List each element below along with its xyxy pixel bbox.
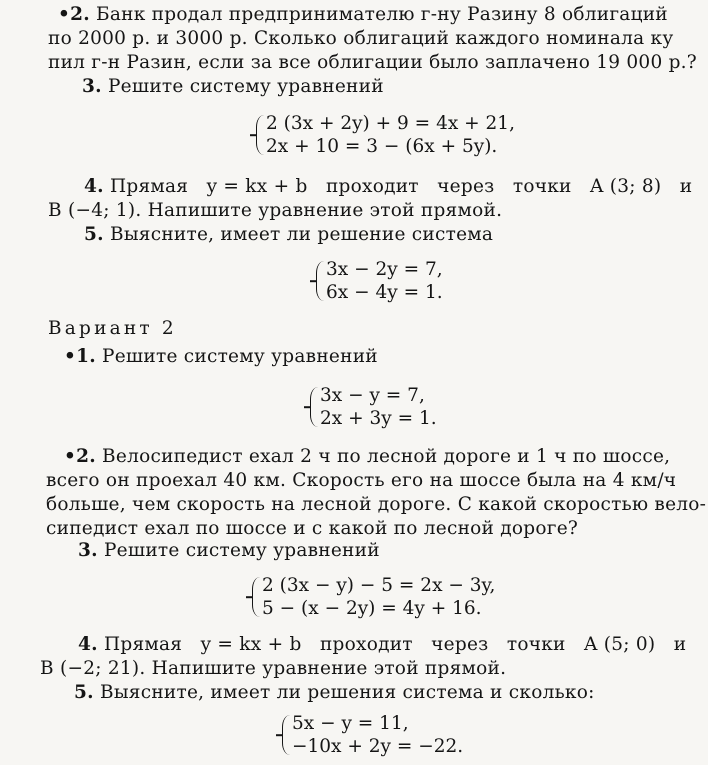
v1-task4-line1 [84,176,692,198]
v1-task5-eq2: 6x − 4y = 1. [326,282,443,303]
v2-task2-text1: Велосипедист ехал 2 ч по лесной дороге и 1 ч по шоссе, [102,446,671,467]
system-brace [316,261,325,301]
system-brace [310,387,319,427]
v2-task3-text: Решите систему уравнений [103,540,380,561]
v2-task5-text: Выясните, имеет ли решения система и сколько: [99,682,595,703]
v1-task3-eq2: 2x + 10 = 3 − (6x + 5y). [266,136,498,157]
v1-task3-line [82,76,384,98]
v1-task5-eq1: 3x − 2y = 7, [326,259,443,280]
v2-task4-line1 [78,634,686,656]
variant2-heading: Вариант 2 [48,318,177,339]
v2-task3-eq2: 5 − (x − 2y) = 4y + 16. [262,598,482,619]
v2-task4-text1: Прямая y = kx + b проходит через точки A (5; 0) и [103,634,687,655]
v2-task1-marker: •1. [64,346,96,367]
v1-task4-line2: B (−4; 1). Напишите уравнение этой прямой. [48,200,503,221]
v2-task2-line1 [64,446,670,468]
v2-task1-system [310,384,437,430]
v1-task2-text1: Банк продал предпринимателю г-ну Разину 8 облигаций [96,4,668,25]
v2-task1-eq2: 2x + 3y = 1. [320,408,437,429]
v2-task5-eq2: −10x + 2y = −22. [292,736,464,757]
v2-task3-line [78,540,380,562]
v2-task3-eq1: 2 (3x − y) − 5 = 2x − 3y, [262,575,496,596]
v2-task4-line2: B (−2; 21). Напишите уравнение этой прямой. [40,658,507,679]
v1-task5-marker: 5. [84,224,104,245]
v2-task5-system [282,712,463,758]
v2-task2-line2: всего он проехал 40 км. Скорость его на шоссе была на 4 км/ч [46,470,677,491]
system-brace [282,715,291,755]
system-brace [252,577,261,617]
v1-task3-marker: 3. [82,76,102,97]
v2-task1-eq1: 3x − y = 7, [320,385,425,406]
v1-task2-line1 [58,4,668,26]
v1-task2-marker: •2. [58,4,90,25]
v2-task3-marker: 3. [78,540,98,561]
v2-task3-system [252,574,495,620]
v2-task1-text: Решите систему уравнений [102,346,378,367]
v2-task5-line [74,682,595,704]
v1-task4-text1: Прямая y = kx + b проходит через точки A (3; 8) и [109,176,693,197]
v2-task2-line3: больше, чем скорость на лесной дороге. С какой скоростью вело- [46,494,707,515]
v2-task1-line [64,346,378,368]
v1-task2-line2: по 2000 р. и 3000 р. Сколько облигаций каждого номинала ку [48,28,674,49]
v2-task5-marker: 5. [74,682,94,703]
v2-task2-marker: •2. [64,446,96,467]
v1-task5-line [84,224,493,246]
v1-task3-eq1: 2 (3x + 2y) + 9 = 4x + 21, [266,113,515,134]
v1-task3-system [256,112,515,158]
system-brace [256,115,265,155]
v1-task4-marker: 4. [84,176,104,197]
v1-task5-text: Выясните, имеет ли решение система [109,224,494,245]
v2-task5-eq1: 5x − y = 11, [292,713,409,734]
v1-task5-system [316,258,443,304]
v2-task4-marker: 4. [78,634,98,655]
v1-task3-text: Решите систему уравнений [107,76,384,97]
v1-task2-line3: пил г-н Разин, если за все облигации было заплачено 19 000 р.? [48,52,697,73]
v2-task2-line4: сипедист ехал по шоссе и с какой по лесной дороге? [46,518,579,539]
